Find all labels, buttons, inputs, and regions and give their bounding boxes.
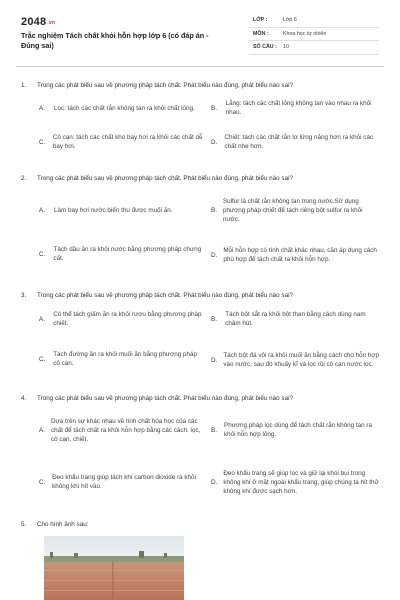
option-text: Có thể tách giấm ăn ra khỏi rượu bằng phương pháp chiết. — [53, 311, 202, 327]
info-row-grade — [249, 14, 379, 28]
landscape-image — [44, 536, 184, 600]
option-d[interactable] — [211, 236, 381, 274]
question-text: Trong các phát biểu sau về phương pháp tách chất. Phát biểu nào đúng, phát biểu nào sai? — [37, 395, 293, 402]
question-2 — [21, 175, 381, 183]
option-b[interactable] — [211, 308, 381, 330]
option-c[interactable] — [39, 470, 206, 494]
option-a[interactable] — [39, 200, 204, 220]
option-letter: D. — [211, 251, 218, 259]
logo-suffix: .vn — [47, 20, 56, 26]
option-text: Lọc: tách các chất rắn không tan ra khỏi chất lỏng. — [54, 104, 195, 112]
option-text: Phương pháp lọc dùng để tách chất rắn không tan ra khỏi hỗn hợp lỏng. — [224, 422, 373, 438]
question-text: Trong các phát biểu sau về phương pháp tách chất. Phát biểu nào đúng, phát biểu nào sai? — [37, 292, 293, 299]
info-value: 10 — [283, 44, 289, 51]
option-letter: B. — [211, 104, 217, 112]
option-c[interactable] — [39, 132, 204, 152]
question-stem — [21, 175, 381, 183]
option-d[interactable] — [211, 132, 381, 152]
question-stem — [21, 82, 381, 90]
option-text: Tách bột đá vôi ra khỏi muối ăn bằng cách cho hỗn hợp vào nước, sau đó khuấy kĩ và lọc rồi cô cạn nước lọc. — [223, 352, 380, 368]
option-d[interactable] — [211, 458, 381, 506]
question-1 — [21, 82, 381, 90]
option-c[interactable] — [39, 348, 204, 370]
question-text: Trong các phát biểu sau về phương pháp tách chất. Phát biểu nào đúng, phát biểu nào sai? — [37, 82, 293, 89]
logo-text: 2048 — [21, 16, 47, 28]
question-stem — [21, 395, 381, 403]
question-4 — [21, 395, 381, 403]
question-number: 5. — [21, 521, 27, 528]
question-stem — [21, 521, 381, 529]
info-value: Khoa học tự nhiên — [283, 30, 327, 37]
option-letter: B. — [211, 206, 217, 214]
info-label: MÔN : — [253, 30, 269, 37]
option-a[interactable] — [39, 308, 204, 330]
option-text: Chiết: tách các chất rắn lơ lửng nặng hơn ra khỏi các chất nhẹ hơn. — [224, 134, 374, 150]
option-c[interactable] — [39, 244, 204, 264]
question-text: Trong các phát biểu sau về phương pháp tách chất. Phát biểu nào đúng, phát biểu nào sai? — [37, 175, 293, 182]
option-d[interactable] — [211, 342, 381, 378]
info-label: SỐ CÂU : — [253, 44, 277, 51]
option-letter: A. — [39, 104, 45, 112]
question-3 — [21, 292, 381, 300]
salt-field-photo — [44, 536, 184, 600]
question-number: 4. — [21, 395, 27, 402]
question-number: 1. — [21, 82, 27, 89]
option-text: Mỗi hỗn hợp có tính chất khác nhau, cần áp dụng cách phù hợp để tách chất ra khỏi hỗn hợp. — [223, 247, 377, 263]
site-logo[interactable] — [21, 16, 55, 28]
option-text: Đeo khẩu trang sẽ giúp lọc và giữ lại khói bụi trong không khí ở mặt ngoài khẩu trang, giúp chúng ta hít thở không khí được sạch hơn. — [223, 469, 379, 495]
option-letter: A. — [39, 206, 45, 214]
info-value: Lớp 6 — [283, 17, 297, 24]
option-a[interactable] — [39, 98, 204, 118]
info-row-subject — [249, 28, 379, 42]
info-table — [249, 14, 379, 55]
page-header — [0, 0, 400, 62]
option-text: Cô cạn: tách các chất khó bay hơi ra khỏi các chất dễ bay hơi. — [52, 134, 203, 150]
option-text: Tách bột sắt ra khỏi bột than bằng cách dùng nam châm hút. — [225, 311, 366, 327]
option-letter: D. — [211, 478, 218, 486]
question-text: Cho hình ảnh sau: — [37, 521, 89, 528]
header-divider — [16, 66, 384, 67]
option-letter: D. — [211, 138, 218, 146]
info-row-count — [249, 41, 379, 55]
option-letter: C. — [39, 478, 46, 486]
option-text: Dựa trên sự khác nhau về tính chất hóa học của các chất để tách chất ra khỏi hỗn hợp bằng các cách: lọc, cô cạn, chiết. — [50, 417, 201, 443]
question-number: 3. — [21, 292, 27, 299]
option-text: Lắng: tách các chất lỏng không tan vào nhau ra khỏi nhau. — [225, 100, 372, 116]
question-stem — [21, 292, 381, 300]
option-text: Đeo khẩu trang giúp tách khí carbon dioxide ra khỏi không khí hít vào. — [52, 474, 196, 490]
option-text: Tách đường ăn ra khỏi muối ăn bằng phương pháp cô cạn. — [53, 351, 197, 367]
option-letter: C. — [39, 355, 46, 363]
option-b[interactable] — [211, 190, 381, 230]
option-letter: B. — [211, 315, 217, 323]
option-letter: C. — [39, 250, 46, 258]
option-text: Làm bay hơi nước biển thu được muối ăn. — [54, 206, 173, 214]
option-letter: A. — [39, 426, 45, 434]
question-5 — [21, 521, 381, 529]
option-b[interactable] — [211, 418, 381, 442]
option-letter: A. — [39, 315, 45, 323]
option-a[interactable] — [39, 412, 206, 448]
question-number: 2. — [21, 175, 27, 182]
option-letter: D. — [211, 356, 218, 364]
option-text: Sulfur là chất rắn không tan trong nước.Sử dụng phương pháp chiết để tách riêng bột sulfur ra khỏi nước. — [222, 197, 363, 223]
option-b[interactable] — [211, 98, 381, 118]
info-label: LỚP : — [253, 17, 268, 24]
option-letter: B. — [211, 426, 217, 434]
option-letter: C. — [39, 138, 46, 146]
document-title: Trắc nghiệm Tách chất khỏi hỗn hợp lớp 6 (có đáp án - Đúng sai) — [21, 31, 209, 50]
option-text: Tách dầu ăn ra khỏi nước bằng phương pháp chưng cất. — [53, 246, 202, 262]
